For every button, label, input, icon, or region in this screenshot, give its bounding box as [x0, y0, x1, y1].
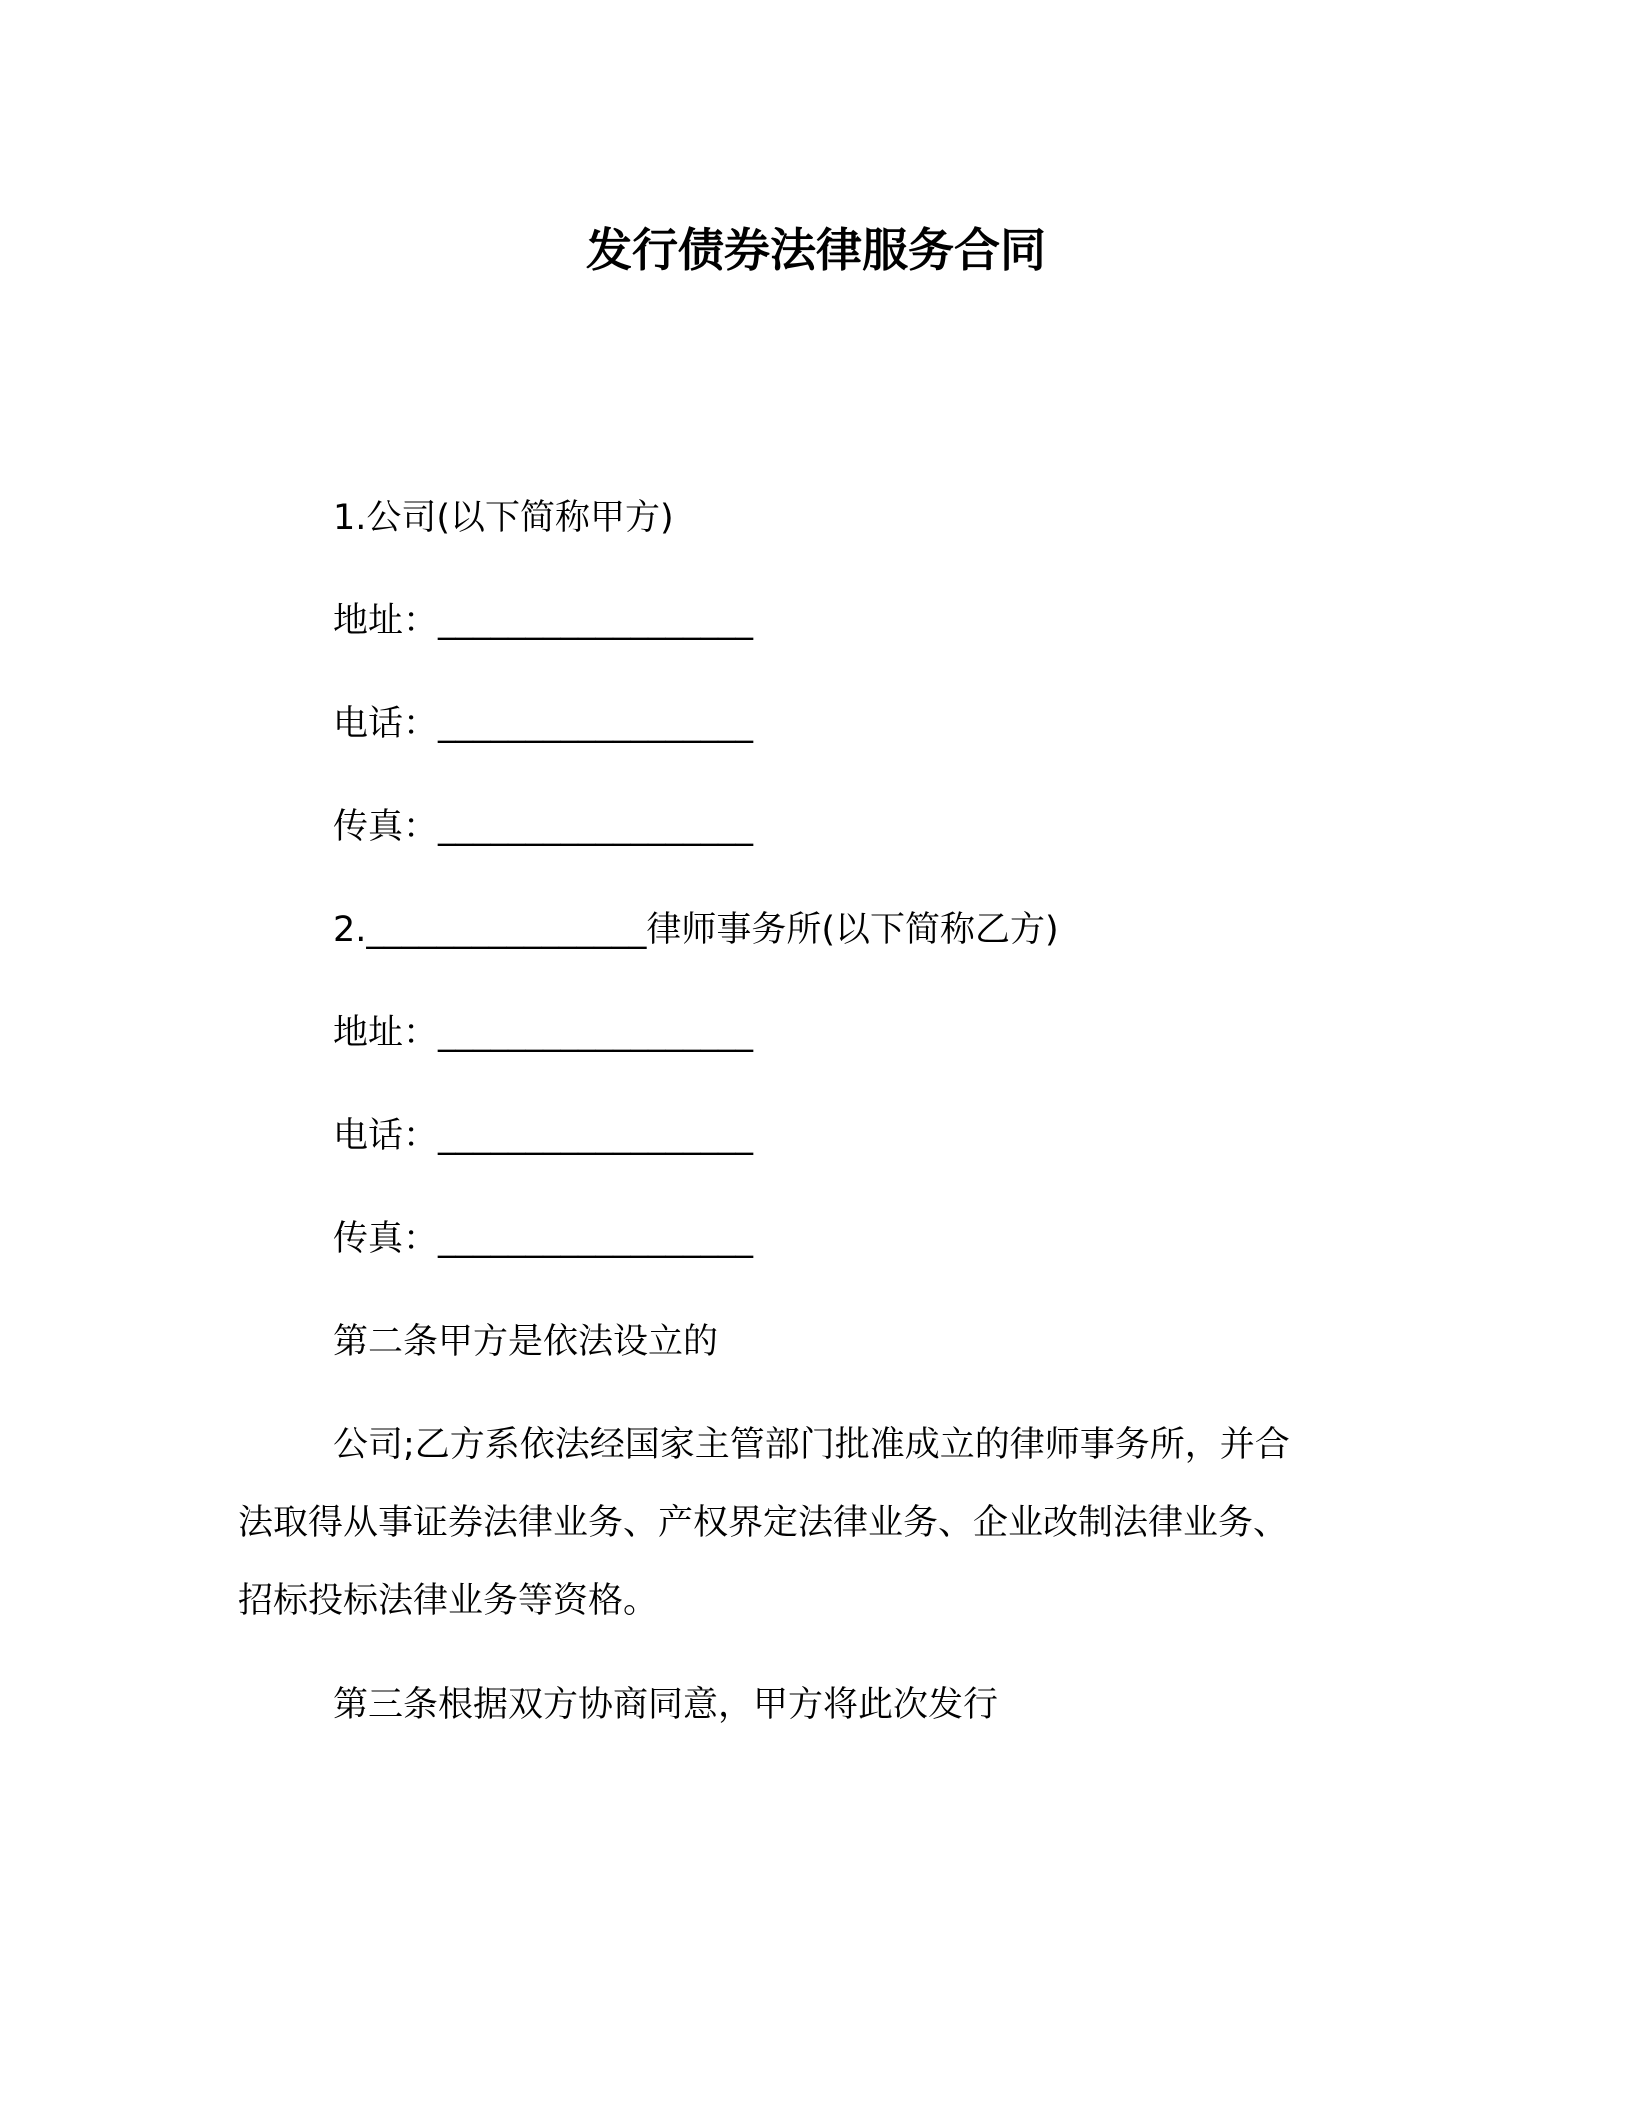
party-a-address: 地址：__________________: [333, 601, 754, 641]
party-b-heading: 2.________________律师事务所(以下简称乙方): [333, 910, 1059, 950]
article-2-line-1: 第二条甲方是依法设立的: [333, 1322, 719, 1362]
document-title: 发行债券法律服务合同: [586, 223, 1046, 277]
party-b-phone: 电话：__________________: [333, 1116, 754, 1156]
article-2-paragraph: [238, 1420, 1398, 1654]
article-3-line-1: 第三条根据双方协商同意，甲方将此次发行: [333, 1685, 999, 1725]
article-2-line-2: 公司;乙方系依法经国家主管部门批准成立的律师事务所，并合: [333, 1425, 1290, 1465]
party-a-phone: 电话：__________________: [333, 704, 754, 744]
article-2-line-3: 法取得从事证券法律业务、产权界定法律业务、企业改制法律业务、: [238, 1503, 1289, 1543]
party-a-heading: 1.公司(以下简称甲方): [333, 498, 674, 538]
party-b-fax: 传真：__________________: [333, 1219, 754, 1259]
party-b-address: 地址：__________________: [333, 1013, 754, 1053]
party-a-fax: 传真：__________________: [333, 807, 754, 847]
article-2-line-4: 招标投标法律业务等资格。: [238, 1581, 659, 1621]
